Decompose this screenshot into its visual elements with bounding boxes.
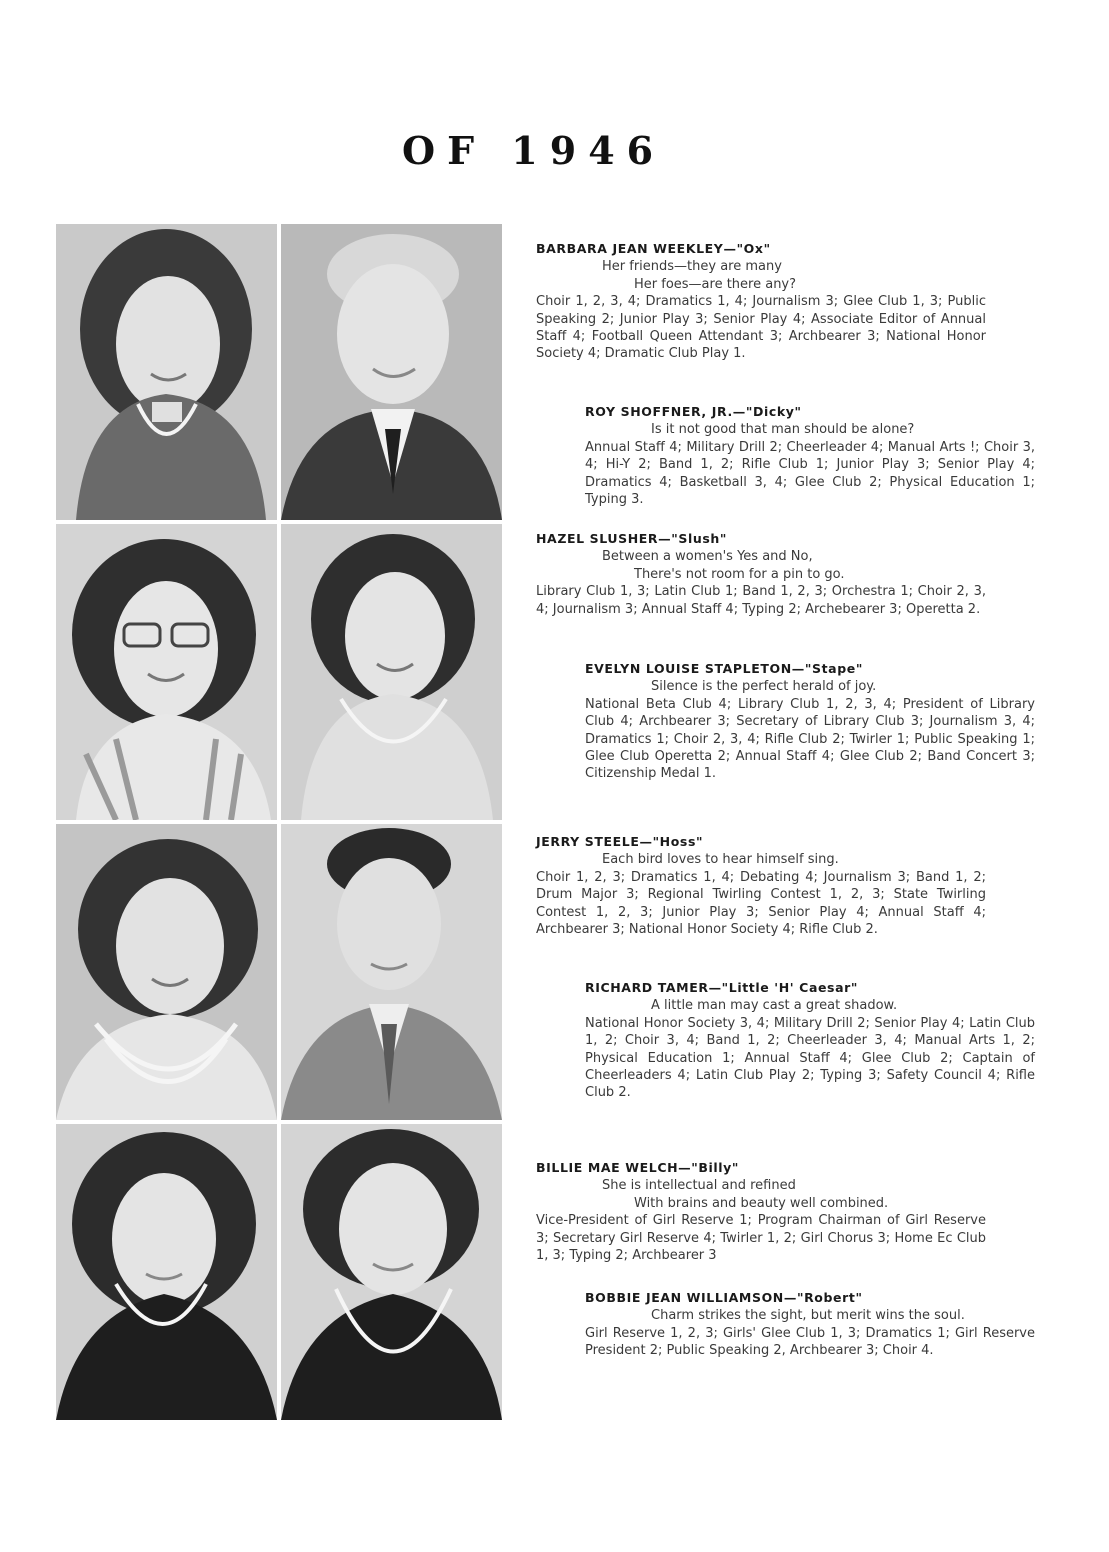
student-quote-line: Her foes—are there any?	[634, 276, 797, 292]
girl-portrait-icon	[56, 824, 277, 1120]
student-entry-roy-shoffner	[585, 403, 1035, 508]
student-quote-line: A little man may cast a great shadow.	[651, 998, 898, 1014]
student-quote-line: With brains and beauty well combined.	[634, 1195, 889, 1211]
portrait-photo-hazel-slusher	[56, 524, 277, 820]
page-heading: OF 1946	[402, 128, 666, 173]
student-quote-line: Charm strikes the sight, but merit wins the soul.	[651, 1308, 965, 1324]
boy-portrait-icon	[281, 224, 502, 520]
portrait-photo-jerry-steele	[56, 824, 277, 1120]
student-name: BILLIE MAE WELCH—"Billy"	[536, 1160, 740, 1175]
student-entry-billie-welch	[536, 1159, 986, 1264]
student-quote-line: She is intellectual and refined	[602, 1178, 796, 1194]
student-activities: National Honor Society 3, 4; Military Drill 2; Senior Play 4; Latin Club 1, 2; Choir 3, 4; Band 1, 2; Cheerleader 3, 4; Manual Arts 1, 2; Physical Education 1; Annual Staff 4; Glee Club 2; Captain of Cheerleaders 4; Latin Club Play 2; Typing 3; Safety Council 4; Rifle Club 2.	[585, 1015, 1035, 1101]
student-activities: Vice-President of Girl Reserve 1; Program Chairman of Girl Reserve 3; Secretary Girl Reserve 4; Twirler 1, 2; Girl Chorus 3; Home Ec Club 1, 3; Typing 2; Archbearer 3	[536, 1213, 986, 1264]
student-activities: Choir 1, 2, 3, 4; Dramatics 1, 4; Journalism 3; Glee Club 1, 3; Public Speaking 2; Junior Play 3; Senior Play 4; Associate Editor of Annual Staff 4; Football Queen Attendant 3; Archbearer 3; National Honor Society 4; Dramatic Club Play 1.	[536, 294, 986, 362]
student-activities: Annual Staff 4; Military Drill 2; Cheerleader 4; Manual Arts !; Choir 3, 4; Hi-Y 2; Band 1, 2; Rifle Club 1; Junior Play 3; Senior Play 4; Dramatics 4; Basketball 3, 4; Glee Club 2; Physical Education 1; Typing 3.	[585, 439, 1035, 508]
student-name: EVELYN LOUISE STAPLETON—"Stape"	[585, 661, 863, 676]
student-entry-evelyn-stapleton	[585, 660, 1035, 783]
girl-portrait-icon	[281, 1124, 502, 1420]
student-activities: Girl Reserve 1, 2, 3; Girls' Glee Club 1, 3; Dramatics 1; Girl Reserve President 2; Public Speaking 2, Archbearer 3; Choir 4.	[585, 1325, 1035, 1359]
student-entry-bobbie-williamson	[585, 1289, 1035, 1360]
portrait-grid	[56, 224, 502, 1420]
student-activities: National Beta Club 4; Library Club 1, 2, 3, 4; President of Library Club 4; Archbearer 3; Secretary of Library Club 3; Journalism 3, 4; Dramatics 1; Choir 2, 3, 4; Rifle Club 2; Twirler 1; Public Speaking 1; Glee Club Operetta 2; Annual Staff 4; Glee Club 2; Band Concert 3; Citizenship Medal 1.	[585, 696, 1035, 782]
student-name: BOBBIE JEAN WILLIAMSON—"Robert"	[585, 1290, 863, 1305]
portrait-photo-barbara-weekley	[56, 224, 277, 520]
portrait-photo-evelyn-stapleton	[281, 524, 502, 820]
student-quote-line: Each bird loves to hear himself sing.	[602, 852, 839, 868]
portrait-photo-bobbie-williamson	[281, 1124, 502, 1420]
student-quote-line: There's not room for a pin to go.	[634, 566, 845, 582]
student-name: ROY SHOFFNER, JR.—"Dicky"	[585, 404, 802, 419]
student-quote-line: Is it not good that man should be alone?	[651, 422, 915, 438]
portrait-photo-roy-shoffner	[281, 224, 502, 520]
student-entry-barbara-weekley	[536, 240, 986, 363]
portrait-photo-billie-welch	[56, 1124, 277, 1420]
girl-portrait-icon	[281, 524, 502, 820]
student-name: RICHARD TAMER—"Little 'H' Caesar"	[585, 980, 859, 995]
student-name: BARBARA JEAN WEEKLEY—"Ox"	[536, 241, 771, 256]
student-entry-hazel-slusher	[536, 530, 986, 618]
student-entry-richard-tamer	[585, 979, 1035, 1102]
student-name: JERRY STEELE—"Hoss"	[536, 834, 704, 849]
portrait-photo-richard-tamer	[281, 824, 502, 1120]
girl-portrait-icon	[56, 1124, 277, 1420]
girl-glasses-portrait-icon	[56, 524, 277, 820]
girl-portrait-icon	[56, 224, 277, 520]
student-name: HAZEL SLUSHER—"Slush"	[536, 531, 728, 546]
student-activities: Library Club 1, 3; Latin Club 1; Band 1, 2, 3; Orchestra 1; Choir 2, 3, 4; Journalism 3; Annual Staff 4; Typing 2; Archebearer 3; Operetta 2.	[536, 584, 986, 617]
student-quote-line: Between a women's Yes and No,	[602, 549, 813, 565]
student-entry-jerry-steele	[536, 833, 986, 938]
student-activities: Choir 1, 2, 3; Dramatics 1, 4; Debating 4; Journalism 3; Band 1, 2; Drum Major 3; Regional Twirling Contest 1, 2, 3; State Twirling Contest 1, 2, 3; Junior Play 3; Senior Play 4; Annual Staff 4; Archbearer 3; National Honor Society 4; Rifle Club 2.	[536, 869, 986, 938]
boy-portrait-icon	[281, 824, 502, 1120]
student-quote-line: Her friends—they are many	[602, 259, 782, 275]
student-quote-line: Silence is the perfect herald of joy.	[651, 679, 877, 695]
